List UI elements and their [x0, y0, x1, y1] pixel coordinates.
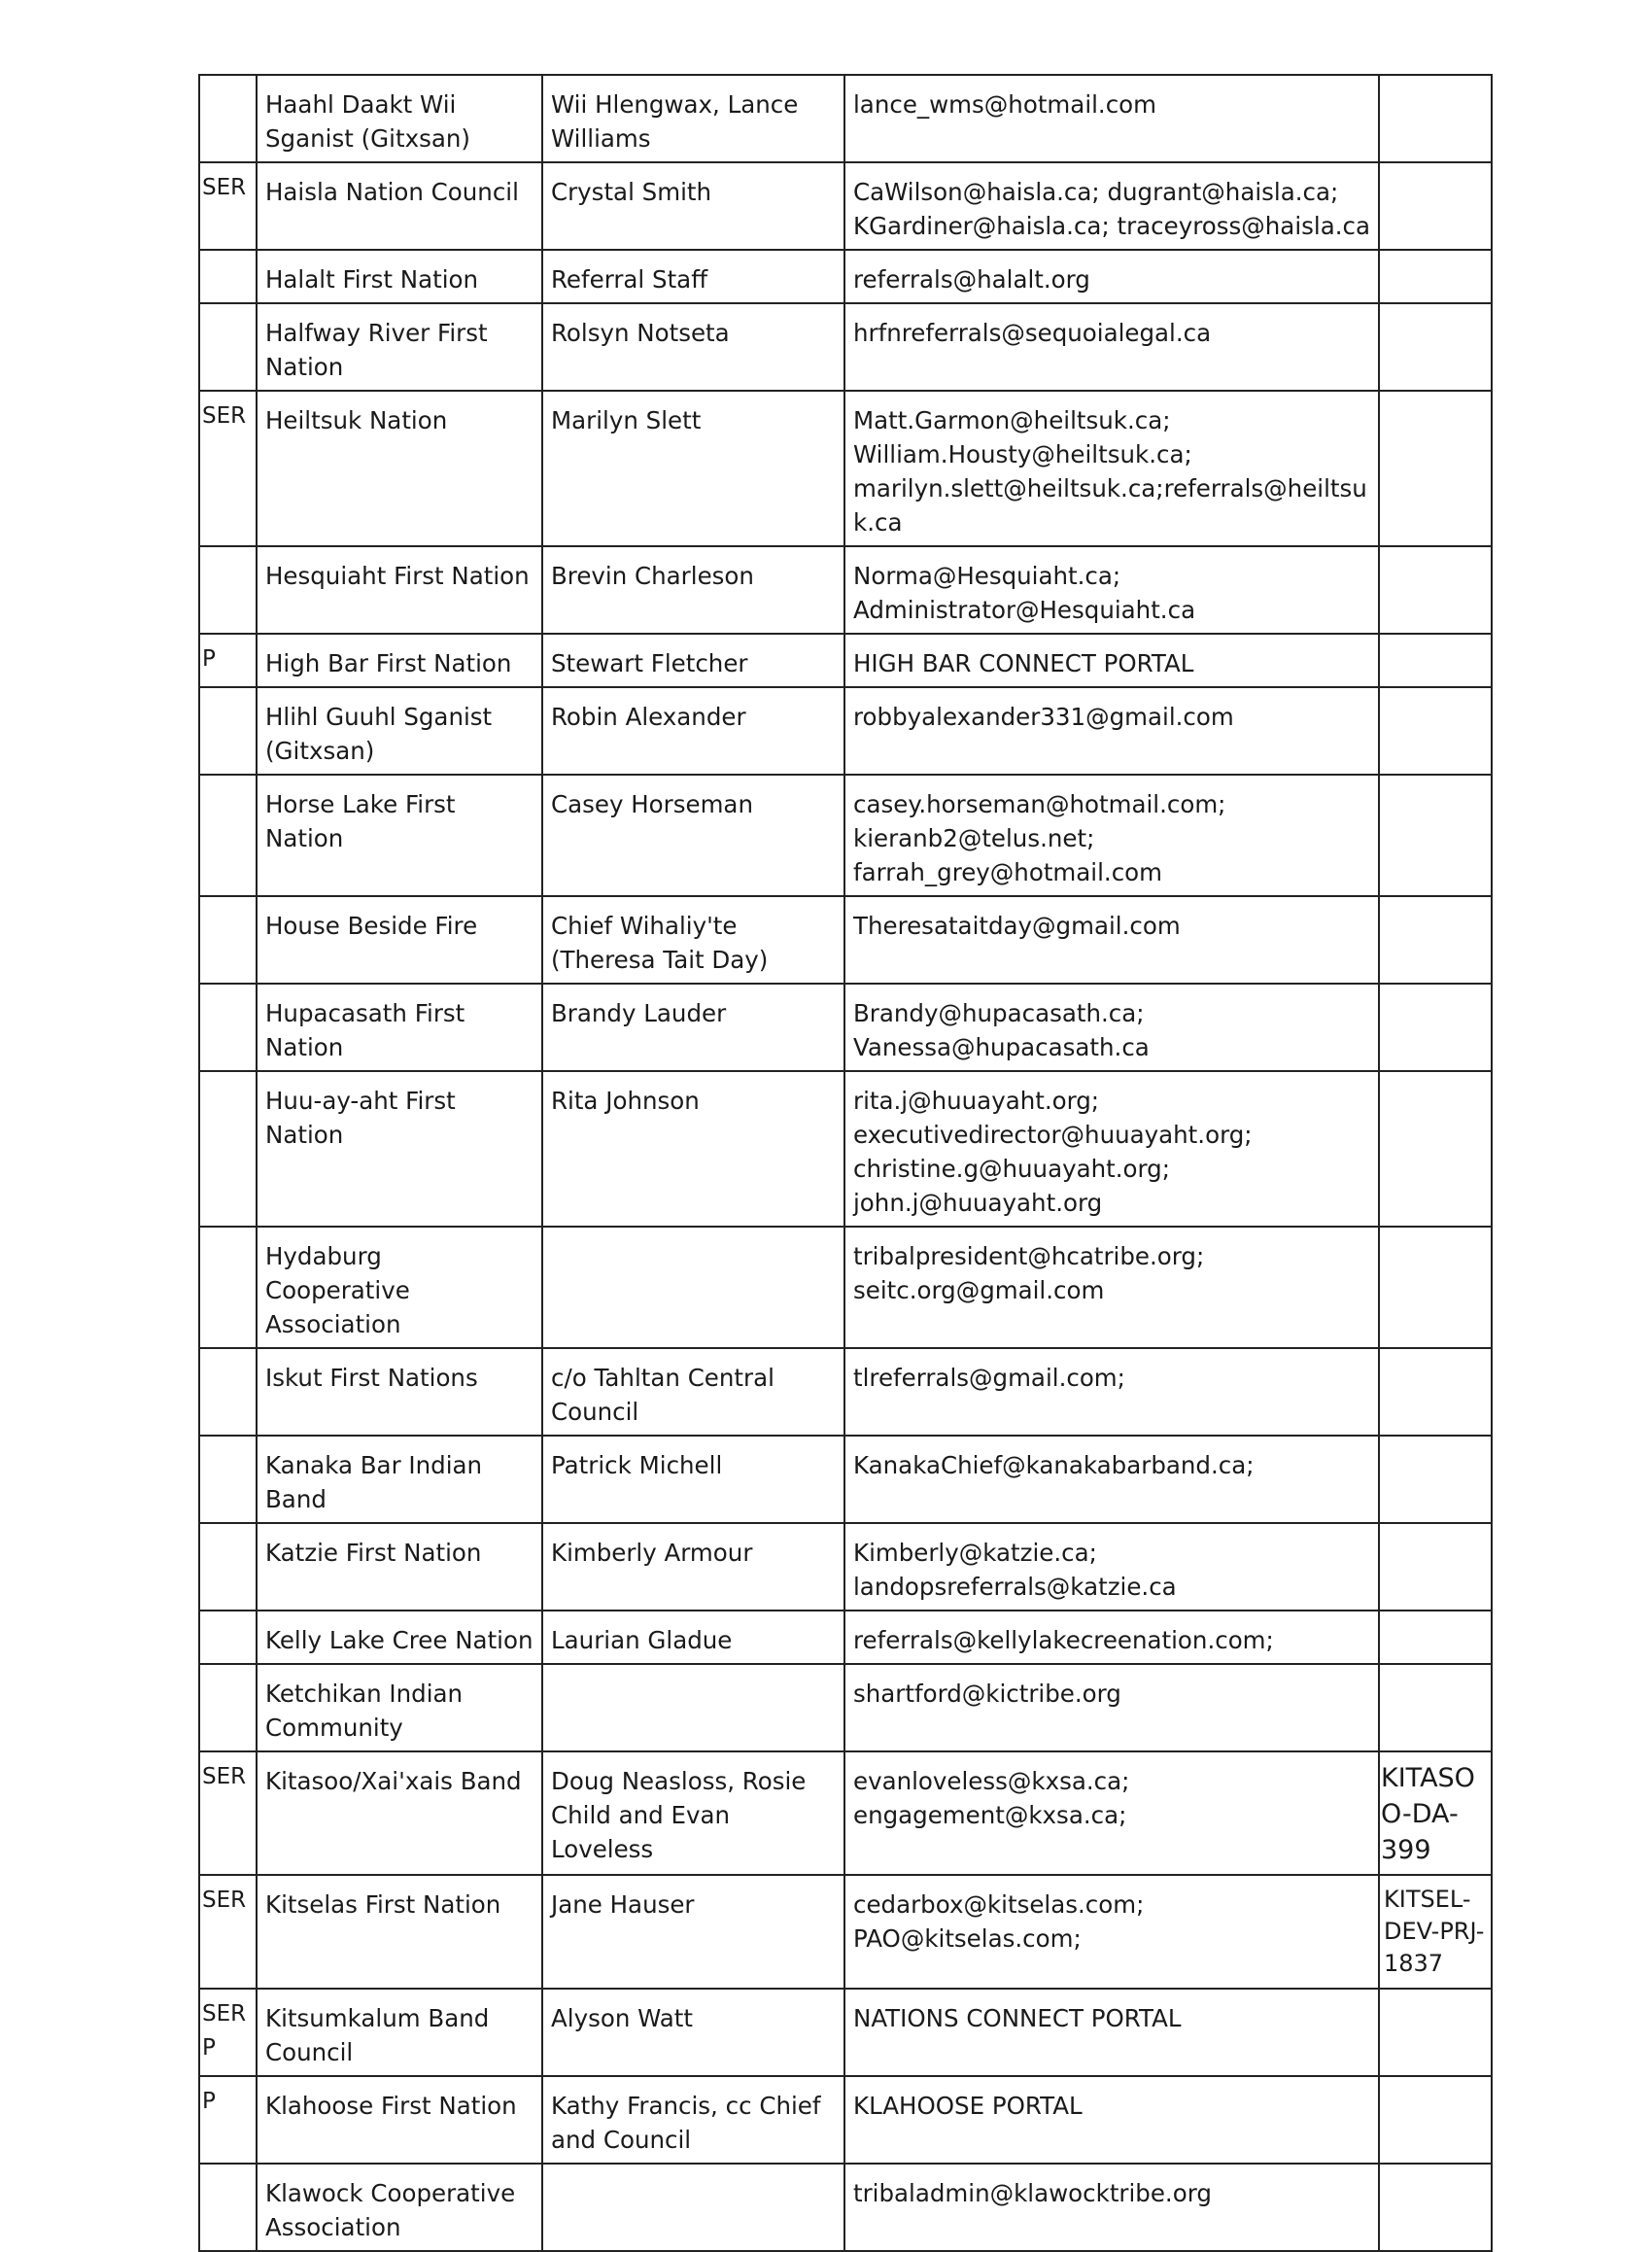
row-code: P [199, 634, 257, 687]
table-row [199, 687, 1492, 775]
nation-name: Kanaka Bar Indian Band [257, 1436, 542, 1523]
table-row [199, 1989, 1492, 2076]
table-row [199, 1664, 1492, 1751]
email-cell: Brandy@hupacasath.ca; Vanessa@hupacasath.ca [844, 984, 1379, 1071]
reference-number [1379, 1348, 1492, 1436]
nation-name: Kitselas First Nation [257, 1875, 542, 1989]
row-code [199, 75, 257, 162]
email-cell: referrals@kellylakecreenation.com; [844, 1611, 1379, 1664]
nation-name: Kitsumkalum Band Council [257, 1989, 542, 2076]
contact-name [542, 1227, 844, 1348]
row-code: SER [199, 1875, 257, 1989]
table-row [199, 775, 1492, 896]
row-code [199, 546, 257, 634]
reference-number: KITSEL-DEV-PRJ-1837 [1379, 1875, 1492, 1989]
table-row [199, 546, 1492, 634]
email-cell: tribaladmin@klawocktribe.org [844, 2164, 1379, 2251]
reference-number [1379, 634, 1492, 687]
nation-name: High Bar First Nation [257, 634, 542, 687]
reference-number [1379, 546, 1492, 634]
nation-name: Hesquiaht First Nation [257, 546, 542, 634]
contact-name: Brevin Charleson [542, 546, 844, 634]
email-cell: Norma@Hesquiaht.ca; Administrator@Hesquiaht.ca [844, 546, 1379, 634]
reference-number [1379, 1436, 1492, 1523]
table-row [199, 984, 1492, 1071]
row-code [199, 1436, 257, 1523]
nation-name: Hlihl Guuhl Sganist (Gitxsan) [257, 687, 542, 775]
nation-name: Halalt First Nation [257, 250, 542, 303]
nation-name: Kelly Lake Cree Nation [257, 1611, 542, 1664]
nation-name: Halfway River First Nation [257, 303, 542, 391]
reference-number [1379, 896, 1492, 984]
email-cell: KanakaChief@kanakabarband.ca; [844, 1436, 1379, 1523]
table-row [199, 1751, 1492, 1875]
email-cell: tlreferrals@gmail.com; [844, 1348, 1379, 1436]
row-code [199, 984, 257, 1071]
reference-number [1379, 1664, 1492, 1751]
contact-name: Chief Wihaliy'te (Theresa Tait Day) [542, 896, 844, 984]
row-code [199, 687, 257, 775]
email-cell: robbyalexander331@gmail.com [844, 687, 1379, 775]
table-row [199, 250, 1492, 303]
table-row [199, 303, 1492, 391]
row-code [199, 1348, 257, 1436]
email-cell: KLAHOOSE PORTAL [844, 2076, 1379, 2164]
contact-name [542, 2164, 844, 2251]
email-cell: HIGH BAR CONNECT PORTAL [844, 634, 1379, 687]
row-code [199, 2164, 257, 2251]
contact-name: Rita Johnson [542, 1071, 844, 1227]
nation-name: Klahoose First Nation [257, 2076, 542, 2164]
email-cell: hrfnreferrals@sequoialegal.ca [844, 303, 1379, 391]
table-row [199, 1071, 1492, 1227]
nation-name: Katzie First Nation [257, 1523, 542, 1611]
reference-number [1379, 391, 1492, 546]
nation-name: Hupacasath First Nation [257, 984, 542, 1071]
nation-name: Heiltsuk Nation [257, 391, 542, 546]
reference-number [1379, 303, 1492, 391]
contact-name: Laurian Gladue [542, 1611, 844, 1664]
row-code: SER [199, 162, 257, 250]
table-row [199, 1611, 1492, 1664]
contact-name: Kimberly Armour [542, 1523, 844, 1611]
row-code [199, 250, 257, 303]
table-row [199, 1875, 1492, 1989]
table-row [199, 896, 1492, 984]
reference-number [1379, 1227, 1492, 1348]
contact-name: Casey Horseman [542, 775, 844, 896]
email-cell: cedarbox@kitselas.com; PAO@kitselas.com; [844, 1875, 1379, 1989]
row-code: SER [199, 1751, 257, 1875]
table-row [199, 2164, 1492, 2251]
row-code [199, 303, 257, 391]
reference-number [1379, 2076, 1492, 2164]
email-cell: Theresataitday@gmail.com [844, 896, 1379, 984]
reference-number [1379, 984, 1492, 1071]
email-cell: lance_wms@hotmail.com [844, 75, 1379, 162]
contact-name: Wii Hlengwax, Lance Williams [542, 75, 844, 162]
email-cell: Kimberly@katzie.ca; landopsreferrals@katzie.ca [844, 1523, 1379, 1611]
contact-name: Jane Hauser [542, 1875, 844, 1989]
reference-number [1379, 1071, 1492, 1227]
contact-name: c/o Tahltan Central Council [542, 1348, 844, 1436]
reference-number [1379, 2164, 1492, 2251]
contact-name: Referral Staff [542, 250, 844, 303]
reference-number [1379, 687, 1492, 775]
table-row [199, 1348, 1492, 1436]
table-row [199, 634, 1492, 687]
row-code: SER P [199, 1989, 257, 2076]
email-cell: tribalpresident@hcatribe.org; seitc.org@gmail.com [844, 1227, 1379, 1348]
reference-number [1379, 1989, 1492, 2076]
reference-number [1379, 250, 1492, 303]
contact-name: Crystal Smith [542, 162, 844, 250]
nation-name: House Beside Fire [257, 896, 542, 984]
table-row [199, 1523, 1492, 1611]
row-code [199, 1071, 257, 1227]
row-code [199, 1664, 257, 1751]
row-code [199, 1523, 257, 1611]
reference-number [1379, 1523, 1492, 1611]
row-code: P [199, 2076, 257, 2164]
email-cell: CaWilson@haisla.ca; dugrant@haisla.ca; KGardiner@haisla.ca; traceyross@haisla.ca [844, 162, 1379, 250]
contact-name: Brandy Lauder [542, 984, 844, 1071]
contact-name: Doug Neasloss, Rosie Child and Evan Loveless [542, 1751, 844, 1875]
row-code [199, 1611, 257, 1664]
contact-name: Kathy Francis, cc Chief and Council [542, 2076, 844, 2164]
contact-name: Alyson Watt [542, 1989, 844, 2076]
table-row [199, 391, 1492, 546]
contact-name: Rolsyn Notseta [542, 303, 844, 391]
email-cell: referrals@halalt.org [844, 250, 1379, 303]
nation-name: Haisla Nation Council [257, 162, 542, 250]
reference-number [1379, 1611, 1492, 1664]
nation-name: Hydaburg Cooperative Association [257, 1227, 542, 1348]
nation-name: Horse Lake First Nation [257, 775, 542, 896]
reference-number [1379, 162, 1492, 250]
contact-name: Patrick Michell [542, 1436, 844, 1523]
contacts-table [198, 74, 1493, 2252]
row-code [199, 896, 257, 984]
row-code [199, 775, 257, 896]
email-cell: casey.horseman@hotmail.com; kieranb2@telus.net; farrah_grey@hotmail.com [844, 775, 1379, 896]
table-row [199, 162, 1492, 250]
email-cell: NATIONS CONNECT PORTAL [844, 1989, 1379, 2076]
contact-name: Marilyn Slett [542, 391, 844, 546]
table-row [199, 75, 1492, 162]
table-row [199, 2076, 1492, 2164]
nation-name: Haahl Daakt Wii Sganist (Gitxsan) [257, 75, 542, 162]
reference-number [1379, 75, 1492, 162]
reference-number [1379, 775, 1492, 896]
table-row [199, 1227, 1492, 1348]
email-cell: evanloveless@kxsa.ca; engagement@kxsa.ca; [844, 1751, 1379, 1875]
email-cell: rita.j@huuayaht.org; executivedirector@huuayaht.org; christine.g@huuayaht.org; john.j@huuayaht.org [844, 1071, 1379, 1227]
nation-name: Klawock Cooperative Association [257, 2164, 542, 2251]
nation-name: Huu-ay-aht First Nation [257, 1071, 542, 1227]
email-cell: shartford@kictribe.org [844, 1664, 1379, 1751]
nation-name: Iskut First Nations [257, 1348, 542, 1436]
reference-number: KITASOO-DA-399 [1379, 1751, 1492, 1875]
nation-name: Ketchikan Indian Community [257, 1664, 542, 1751]
contact-name: Robin Alexander [542, 687, 844, 775]
table-row [199, 1436, 1492, 1523]
email-cell: Matt.Garmon@heiltsuk.ca; William.Housty@heiltsuk.ca; marilyn.slett@heiltsuk.ca;referrals@heiltsuk.ca [844, 391, 1379, 546]
contact-name: Stewart Fletcher [542, 634, 844, 687]
row-code [199, 1227, 257, 1348]
row-code: SER [199, 391, 257, 546]
nation-name: Kitasoo/Xai'xais Band [257, 1751, 542, 1875]
contact-name [542, 1664, 844, 1751]
